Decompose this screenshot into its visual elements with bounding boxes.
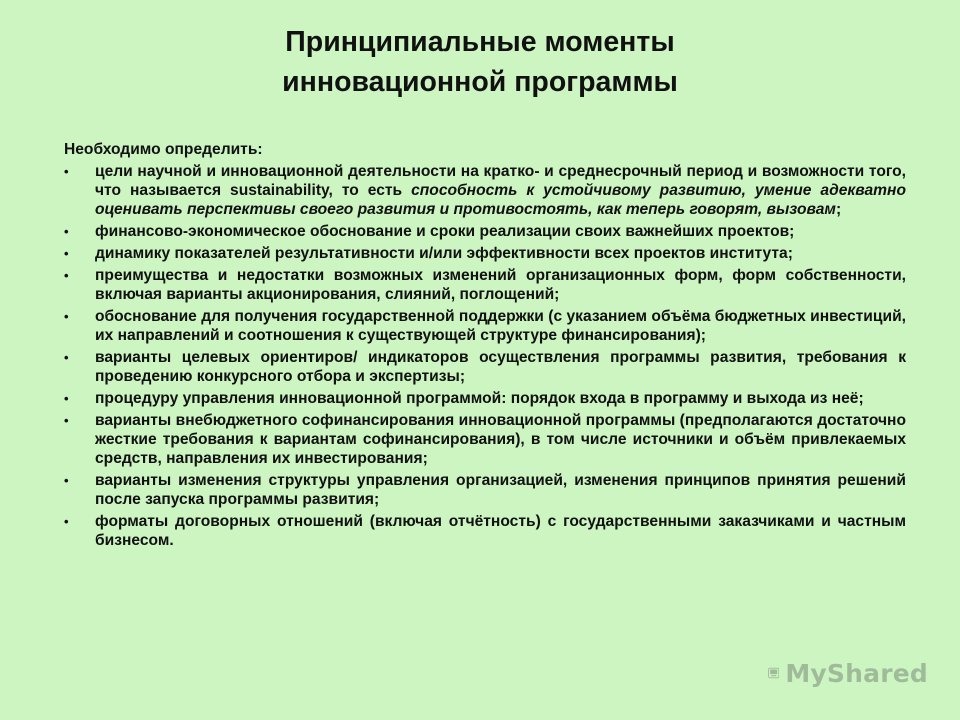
slide-body [64, 140, 906, 553]
bullet-marker: • [64, 309, 69, 324]
bullet-list [64, 162, 906, 550]
list-item: • варианты изменения структуры управления организацией, изменения принципов принятия решений после запуска программы развития; [64, 472, 906, 508]
myshared-logo-icon [768, 658, 779, 688]
bullet-marker: • [64, 268, 69, 283]
list-item: • цели научной и инновационной деятельности на кратко- и среднесрочный период и возможности того, что называется sustainability, то есть способность к устойчивому развитию, умение адекватно оценивать перспективы своего развития и противостоять, как теперь говорят, вызовам; [64, 163, 906, 218]
watermark-text: MyShared [785, 658, 928, 688]
bullet-marker: • [64, 413, 69, 428]
bullet-marker: • [64, 164, 69, 179]
bullet-marker: • [64, 246, 69, 261]
bullet-marker: • [64, 473, 69, 488]
myshared-watermark[interactable] [768, 656, 928, 690]
list-item: • процедуру управления инновационной программой: порядок входа в программу и выхода из неё; [64, 390, 864, 407]
bullet-marker: • [64, 224, 69, 239]
intro-text: Необходимо определить: [64, 141, 263, 158]
list-item: • варианты целевых ориентиров/ индикаторов осуществления программы развития, требования к проведению конкурсного отбора и экспертизы; [64, 349, 906, 385]
list-item: • преимущества и недостатки возможных изменений организационных форм, форм собственности, включая варианты акционирования, слияний, поглощений; [64, 267, 906, 303]
slide-title [0, 22, 960, 102]
slide-title-line-2: инновационной программы [282, 66, 678, 98]
bullet-marker: • [64, 391, 69, 406]
slide-title-line-1: Принципиальные моменты [285, 26, 675, 58]
list-item: • финансово-экономическое обоснование и сроки реализации своих важнейших проектов; [64, 223, 795, 240]
list-item: • динамику показателей результативности и/или эффективности всех проектов института; [64, 245, 793, 262]
list-item: • обоснование для получения государственной поддержки (с указанием объёма бюджетных инвестиций, их направлений и соотношения к существующей структуре финансирования); [64, 308, 906, 344]
list-item: • варианты внебюджетного софинансирования инновационной программы (предполагаются достаточно жесткие требования к вариантам софинансирования), в том числе источники и объём привлекаемых средств, направления их инвестирования; [64, 412, 906, 467]
bullet-marker: • [64, 514, 69, 529]
bullet-marker: • [64, 350, 69, 365]
list-item: • форматы договорных отношений (включая отчётность) с государственными заказчиками и частным бизнесом. [64, 513, 906, 549]
